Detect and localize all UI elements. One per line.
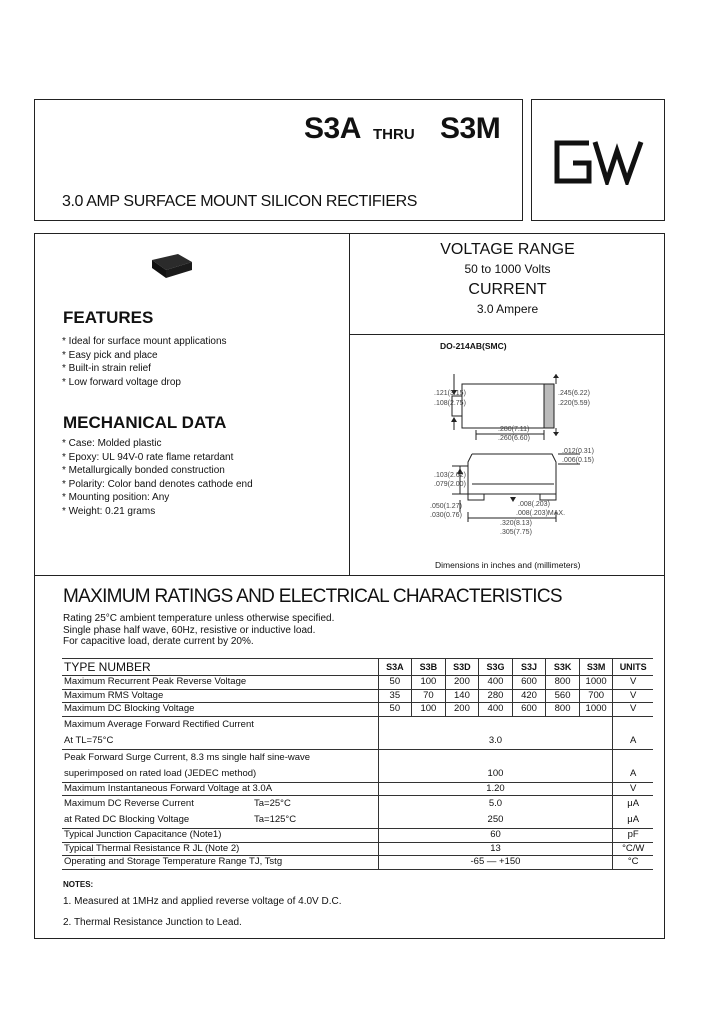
unit-cell: °C/W — [613, 842, 653, 856]
package-name: DO-214AB(SMC) — [440, 341, 507, 351]
merged-cell: -65 — +150 — [378, 856, 613, 870]
cell: 70 — [412, 689, 446, 703]
mechanical-item: * Epoxy: UL 94V-0 rate flame retardant — [62, 451, 234, 463]
type-number-header: TYPE NUMBER — [62, 659, 378, 676]
row-label: Maximum RMS Voltage — [62, 689, 378, 703]
voltage-range-value: 50 to 1000 Volts — [464, 262, 551, 276]
unit-cell: A — [613, 766, 653, 783]
condition-line: For capacitive load, derate current by 20%. — [63, 636, 254, 647]
unit-cell — [613, 749, 653, 766]
ratings-divider — [349, 334, 665, 335]
unit-cell — [613, 716, 653, 733]
feature-item: * Easy pick and place — [62, 349, 158, 361]
unit-cell: pF — [613, 829, 653, 843]
cell: 600 — [512, 703, 546, 717]
merged-cell: 250 — [378, 812, 613, 829]
dim-label: .079(2.00) — [434, 481, 466, 488]
unit-cell: °C — [613, 856, 653, 870]
notes-title: NOTES: — [63, 880, 94, 889]
unit-cell: μA — [613, 812, 653, 829]
column-header: S3J — [512, 659, 546, 676]
column-header: S3D — [445, 659, 479, 676]
cell: 600 — [512, 676, 546, 690]
column-header: S3A — [378, 659, 412, 676]
row-label: Maximum DC Blocking Voltage — [62, 703, 378, 717]
dim-label: .245(6.22) — [558, 390, 590, 397]
row-label: Maximum Instantaneous Forward Voltage at 3.0A — [62, 782, 378, 796]
mechanical-item: * Mounting position: Any — [62, 492, 170, 504]
row-label: Operating and Storage Temperature Range TJ, Tstg — [62, 856, 378, 870]
unit-cell: V — [613, 703, 653, 717]
table-row — [62, 782, 653, 796]
merged-cell — [378, 749, 613, 766]
ratings-summary — [350, 240, 665, 317]
table-row — [62, 856, 653, 870]
row-label: Typical Junction Capacitance (Note1) — [62, 829, 378, 843]
dim-label: .280(7.11) — [498, 426, 530, 433]
table-row — [62, 749, 653, 766]
cell: 50 — [378, 676, 412, 690]
dim-label: .220(5.59) — [558, 400, 590, 407]
cell: 800 — [546, 676, 580, 690]
row-label: Peak Forward Surge Current, 8.3 ms single half sine-wave — [64, 751, 311, 763]
unit-cell: A — [613, 733, 653, 750]
cell: 1000 — [579, 676, 613, 690]
dim-label: .260(6.60) — [498, 435, 530, 442]
table-row — [62, 703, 653, 717]
dim-label: .108(2.75) — [434, 400, 466, 407]
mechanical-item: * Metallurgically bonded construction — [62, 465, 225, 477]
row-label: Typical Thermal Resistance R JL (Note 2) — [62, 842, 378, 856]
mechanical-list — [62, 437, 253, 519]
merged-cell: 13 — [378, 842, 613, 856]
row-label: Maximum Average Forward Rectified Current — [64, 718, 254, 730]
note-item: 1. Measured at 1MHz and applied reverse voltage of 4.0V D.C. — [63, 896, 342, 907]
row-label-text: Maximum DC Reverse Current — [64, 798, 194, 809]
merged-cell: 100 — [378, 766, 613, 783]
cell: 560 — [546, 689, 580, 703]
table-row — [62, 796, 653, 813]
dim-label: .103(2.62) — [434, 472, 466, 479]
current-title: CURRENT — [468, 281, 547, 298]
voltage-range-title: VOLTAGE RANGE — [440, 241, 575, 258]
table-row — [62, 733, 653, 750]
unit-cell: V — [613, 689, 653, 703]
column-header: S3M — [579, 659, 613, 676]
units-header: UNITS — [613, 659, 653, 676]
cell: 700 — [579, 689, 613, 703]
package-caption: Dimensions in inches and (millimeters) — [435, 560, 581, 570]
cell: 100 — [412, 676, 446, 690]
mechanical-item: * Case: Molded plastic — [62, 438, 162, 449]
row-label — [62, 796, 378, 813]
table-row — [62, 842, 653, 856]
cell: 400 — [479, 676, 513, 690]
mechanical-item: * Weight: 0.21 grams — [62, 505, 156, 517]
merged-cell: 1.20 — [378, 782, 613, 796]
condition-text: Ta=25°C — [254, 798, 291, 809]
ratings-section-title: MAXIMUM RATINGS AND ELECTRICAL CHARACTERISTICS — [63, 586, 562, 607]
cell: 1000 — [579, 703, 613, 717]
row-label — [62, 812, 378, 829]
table-row — [62, 676, 653, 690]
column-header: S3B — [412, 659, 446, 676]
part-number-to: S3M — [440, 112, 501, 145]
ratings-conditions — [63, 613, 334, 648]
part-number-from: S3A — [304, 112, 361, 145]
features-list — [62, 335, 227, 389]
cell: 280 — [479, 689, 513, 703]
unit-cell: V — [613, 782, 653, 796]
table-row — [62, 829, 653, 843]
table-row — [62, 689, 653, 703]
row-label-text: at Rated DC Blocking Voltage — [64, 814, 190, 825]
condition-text: Ta=125°C — [254, 814, 297, 825]
dim-label: .012(0.31) — [562, 448, 594, 455]
cell: 200 — [445, 676, 479, 690]
row-label: superimposed on rated load (JEDEC method) — [62, 766, 378, 783]
column-header: S3K — [546, 659, 580, 676]
feature-item: * Low forward voltage drop — [62, 376, 181, 388]
mechanical-title: MECHANICAL DATA — [63, 413, 227, 432]
dim-label: .030(0.76) — [430, 512, 462, 519]
mechanical-item: * Polarity: Color band denotes cathode end — [62, 478, 253, 490]
product-subtitle: 3.0 AMP SURFACE MOUNT SILICON RECTIFIERS — [62, 193, 418, 210]
feature-item: * Ideal for surface mount applications — [62, 336, 227, 347]
merged-cell: 3.0 — [378, 733, 613, 750]
merged-cell — [378, 716, 613, 733]
cell: 50 — [378, 703, 412, 717]
table-row — [62, 716, 653, 733]
cell: 200 — [445, 703, 479, 717]
cell: 400 — [479, 703, 513, 717]
dim-label: .050(1.27) — [430, 503, 462, 510]
part-number-thru: THRU — [373, 126, 415, 143]
table-row — [62, 812, 653, 829]
merged-cell: 5.0 — [378, 796, 613, 813]
row-label: Maximum Recurrent Peak Reverse Voltage — [62, 676, 378, 690]
ratings-table — [62, 658, 653, 870]
current-value: 3.0 Ampere — [476, 302, 539, 316]
unit-cell: V — [613, 676, 653, 690]
gw-logo — [551, 137, 647, 185]
dim-label: .008(.203)MAX. — [516, 510, 566, 517]
cell: 35 — [378, 689, 412, 703]
table-header-row — [62, 659, 653, 676]
cell: 140 — [445, 689, 479, 703]
table-row — [62, 766, 653, 783]
feature-item: * Built-in strain relief — [62, 363, 151, 375]
row-label: At TL=75°C — [62, 733, 378, 750]
smc-package-image — [148, 250, 196, 282]
dim-label: .320(8.13) — [500, 520, 532, 527]
cell: 420 — [512, 689, 546, 703]
merged-cell: 60 — [378, 829, 613, 843]
condition-line: Rating 25°C ambient temperature unless otherwise specified. — [63, 613, 335, 624]
features-title: FEATURES — [63, 308, 154, 327]
dim-label: .008(.203) — [518, 501, 550, 508]
column-header: S3G — [479, 659, 513, 676]
note-item: 2. Thermal Resistance Junction to Lead. — [63, 917, 242, 928]
condition-line: Single phase half wave, 60Hz, resistive or inductive load. — [63, 624, 316, 636]
cell: 100 — [412, 703, 446, 717]
cell: 800 — [546, 703, 580, 717]
dim-label: .006(0.15) — [562, 457, 594, 464]
dim-label: .305(7.75) — [500, 529, 532, 536]
unit-cell: μA — [613, 796, 653, 813]
dim-label: .121(3.15) — [434, 390, 466, 397]
